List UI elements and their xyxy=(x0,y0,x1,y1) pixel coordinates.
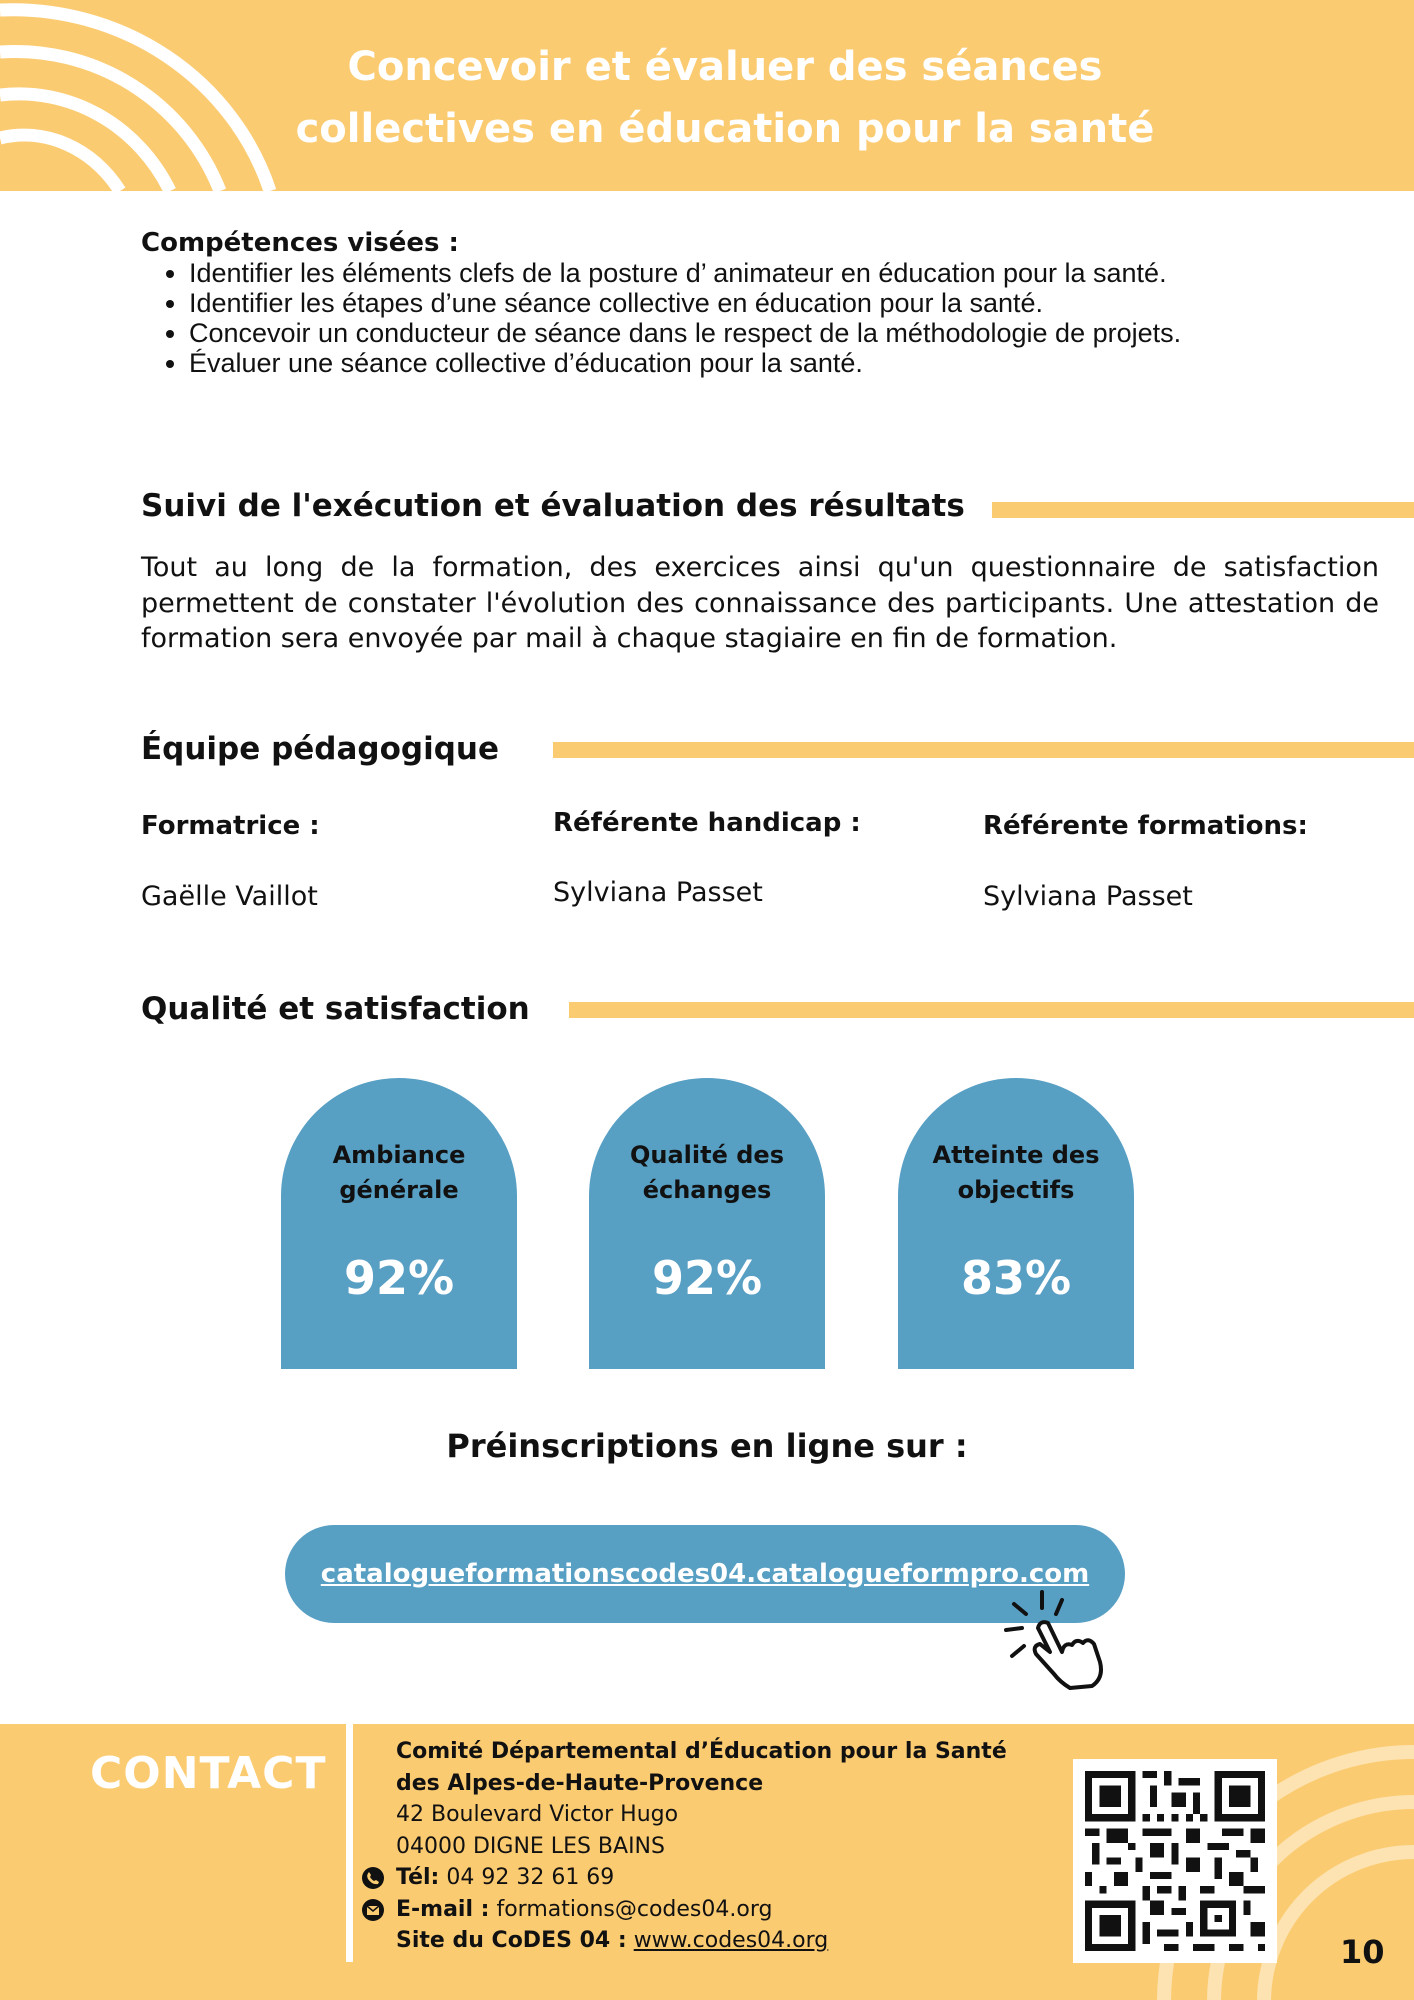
satisfaction-card-echanges xyxy=(589,1078,825,1369)
site-label: Site du CoDES 04 : xyxy=(396,1928,627,1953)
phone-value: 04 92 32 61 69 xyxy=(446,1865,615,1890)
card-label-line2: objectifs xyxy=(957,1176,1075,1204)
org-name-line1: Comité Départemental d’Éducation pour la Santé xyxy=(396,1739,1007,1764)
card-label-line1: Ambiance xyxy=(332,1141,466,1169)
qr-code xyxy=(1073,1759,1277,1963)
mail-icon xyxy=(362,1899,384,1921)
team-role-formatrice: Formatrice : xyxy=(141,811,320,841)
section-title-suivi: Suivi de l'exécution et évaluation des résultats xyxy=(141,488,965,524)
list-item: • Concevoir un conducteur de séance dans le respect de la méthodologie de projets. xyxy=(189,318,1379,348)
qr-code-icon xyxy=(1085,1771,1265,1951)
contact-info xyxy=(396,1736,1007,1957)
section-title-qualite: Qualité et satisfaction xyxy=(141,991,530,1027)
card-label xyxy=(281,1138,517,1208)
org-name-line2: des Alpes-de-Haute-Provence xyxy=(396,1770,764,1796)
team-role-formations: Référente formations: xyxy=(983,811,1308,841)
team-name-formations: Sylviana Passet xyxy=(983,881,1193,912)
section-divider-bar xyxy=(553,742,1414,758)
email-row xyxy=(396,1894,1007,1926)
decorative-arcs-icon xyxy=(0,0,300,191)
list-item: • Identifier les éléments clefs de la posture d’ animateur en éducation pour la santé. xyxy=(189,258,1379,288)
competences-list xyxy=(141,258,1379,378)
card-label-line2: générale xyxy=(339,1176,459,1204)
page-title-line2: collectives en éducation pour la santé xyxy=(295,106,1155,152)
list-item: • Évaluer une séance collective d’éducation pour la santé. xyxy=(189,348,1379,378)
address-line2: 04000 DIGNE LES BAINS xyxy=(396,1833,665,1859)
card-value: 83% xyxy=(960,1251,1072,1305)
pointing-hand-icon xyxy=(1000,1590,1110,1690)
phone-icon xyxy=(362,1867,384,1889)
list-item: • Identifier les étapes d’une séance collective en éducation pour la santé. xyxy=(189,288,1379,318)
competences-label: Compétences visées : xyxy=(141,228,459,258)
card-label-line1: Atteinte des xyxy=(932,1141,1100,1169)
footer-contact xyxy=(0,1724,1414,2000)
card-label-line1: Qualité des xyxy=(630,1141,784,1169)
header-banner xyxy=(0,0,1414,191)
footer-divider xyxy=(346,1724,353,1962)
section-divider-bar xyxy=(992,502,1414,518)
address-line1: 42 Boulevard Victor Hugo xyxy=(396,1802,679,1827)
preinscription-label: Préinscriptions en ligne sur : xyxy=(446,1427,968,1465)
catalogue-link-button[interactable] xyxy=(285,1525,1125,1623)
phone-row xyxy=(396,1862,1007,1894)
site-link[interactable]: www.codes04.org xyxy=(633,1928,829,1953)
card-value: 92% xyxy=(343,1251,455,1305)
catalogue-link[interactable]: catalogueformationscodes04.catalogueformpro.com xyxy=(320,1559,1090,1589)
card-label-line2: échanges xyxy=(642,1176,772,1204)
card-value: 92% xyxy=(651,1251,763,1305)
card-label xyxy=(589,1138,825,1208)
site-row xyxy=(396,1925,1007,1957)
contact-heading: CONTACT xyxy=(90,1748,327,1799)
page-title xyxy=(260,36,1190,160)
phone-label: Tél: xyxy=(396,1865,440,1890)
team-name-handicap: Sylviana Passet xyxy=(553,877,763,908)
section-title-equipe: Équipe pédagogique xyxy=(141,731,499,767)
competences-section xyxy=(141,228,1379,378)
satisfaction-card-ambiance xyxy=(281,1078,517,1369)
section-divider-bar xyxy=(569,1002,1414,1018)
page-title-line1: Concevoir et évaluer des séances xyxy=(347,44,1103,90)
suivi-paragraph: Tout au long de la formation, des exercices ainsi qu'un questionnaire de satisfaction permettent de constater l'évolution des connaissance des participants. Une attestation de formation sera envoyée par mail à chaque stagiaire en fin de formation. xyxy=(141,552,1379,654)
satisfaction-card-objectifs xyxy=(898,1078,1134,1369)
card-label xyxy=(898,1138,1134,1208)
email-label: E-mail : xyxy=(396,1896,490,1922)
team-role-handicap: Référente handicap : xyxy=(553,808,861,838)
email-value: formations@codes04.org xyxy=(496,1896,773,1922)
page-number: 10 xyxy=(1340,1933,1385,1971)
team-name-formatrice: Gaëlle Vaillot xyxy=(141,881,318,912)
